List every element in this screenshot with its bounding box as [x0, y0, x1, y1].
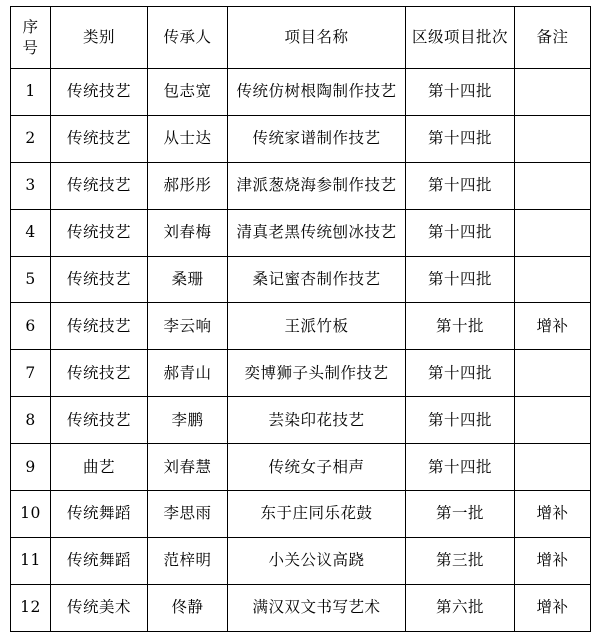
cell-batch: 第十四批: [406, 397, 515, 444]
table-row: [11, 209, 591, 256]
cell-project: 王派竹板: [228, 303, 406, 350]
cell-note: 增补: [515, 491, 591, 538]
cell-category: 传统技艺: [51, 303, 148, 350]
cell-heir: 李云响: [148, 303, 228, 350]
cell-no: 7: [11, 350, 51, 397]
cell-note: [515, 256, 591, 303]
table-body: [11, 69, 591, 632]
cell-note: [515, 209, 591, 256]
cell-batch: 第十四批: [406, 256, 515, 303]
cell-category: 传统美术: [51, 584, 148, 631]
table-row: [11, 115, 591, 162]
header-note: 备注: [515, 7, 591, 69]
table-row: [11, 537, 591, 584]
cell-heir: 郝彤彤: [148, 162, 228, 209]
header-batch: 区级项目批次: [406, 7, 515, 69]
cell-heir: 从士达: [148, 115, 228, 162]
table-row: [11, 162, 591, 209]
table-row: [11, 584, 591, 631]
cell-no: 11: [11, 537, 51, 584]
cell-category: 传统技艺: [51, 69, 148, 116]
header-heir: 传承人: [148, 7, 228, 69]
cell-no: 1: [11, 69, 51, 116]
cell-heir: 刘春慧: [148, 444, 228, 491]
cell-batch: 第十四批: [406, 350, 515, 397]
table-row: [11, 397, 591, 444]
cell-note: 增补: [515, 537, 591, 584]
table-row: [11, 69, 591, 116]
cell-category: 传统技艺: [51, 162, 148, 209]
cell-no: 4: [11, 209, 51, 256]
cell-project: 传统家谱制作技艺: [228, 115, 406, 162]
header-no: 序号: [11, 7, 51, 69]
cell-no: 3: [11, 162, 51, 209]
cell-note: [515, 350, 591, 397]
cell-batch: 第十四批: [406, 162, 515, 209]
cell-no: 8: [11, 397, 51, 444]
cell-category: 传统舞蹈: [51, 491, 148, 538]
cell-project: 小关公议高跷: [228, 537, 406, 584]
cell-category: 传统技艺: [51, 209, 148, 256]
cell-category: 曲艺: [51, 444, 148, 491]
cell-heir: 范梓明: [148, 537, 228, 584]
cell-project: 津派葱烧海参制作技艺: [228, 162, 406, 209]
cell-project: 满汉双文书写艺术: [228, 584, 406, 631]
cell-note: 增补: [515, 584, 591, 631]
cell-heir: 李思雨: [148, 491, 228, 538]
cell-note: 增补: [515, 303, 591, 350]
cell-batch: 第十四批: [406, 115, 515, 162]
table-row: [11, 350, 591, 397]
cell-batch: 第十四批: [406, 209, 515, 256]
cell-project: 桑记蜜杏制作技艺: [228, 256, 406, 303]
cell-no: 9: [11, 444, 51, 491]
cell-batch: 第十四批: [406, 69, 515, 116]
table-header: [11, 7, 591, 69]
cell-heir: 郝青山: [148, 350, 228, 397]
table-row: [11, 491, 591, 538]
header-project-name: 项目名称: [228, 7, 406, 69]
cell-batch: 第十四批: [406, 444, 515, 491]
cell-no: 6: [11, 303, 51, 350]
cell-project: 传统女子相声: [228, 444, 406, 491]
cell-heir: 刘春梅: [148, 209, 228, 256]
cell-no: 10: [11, 491, 51, 538]
table-row: [11, 303, 591, 350]
cell-project: 东于庄同乐花鼓: [228, 491, 406, 538]
cell-project: 清真老黑传统刨冰技艺: [228, 209, 406, 256]
table-row: [11, 444, 591, 491]
cell-batch: 第一批: [406, 491, 515, 538]
cell-category: 传统技艺: [51, 350, 148, 397]
cell-project: 奕博狮子头制作技艺: [228, 350, 406, 397]
cell-no: 12: [11, 584, 51, 631]
cell-category: 传统技艺: [51, 397, 148, 444]
cell-no: 5: [11, 256, 51, 303]
cell-project: 芸染印花技艺: [228, 397, 406, 444]
cell-heir: 包志宽: [148, 69, 228, 116]
cell-note: [515, 444, 591, 491]
cell-heir: 佟静: [148, 584, 228, 631]
cell-project: 传统仿树根陶制作技艺: [228, 69, 406, 116]
header-row: [11, 7, 591, 69]
cell-batch: 第十批: [406, 303, 515, 350]
cell-note: [515, 115, 591, 162]
heritage-registry-table: [10, 6, 591, 632]
cell-heir: 李鹏: [148, 397, 228, 444]
cell-note: [515, 397, 591, 444]
cell-category: 传统技艺: [51, 256, 148, 303]
table-row: [11, 256, 591, 303]
header-category: 类别: [51, 7, 148, 69]
cell-note: [515, 162, 591, 209]
cell-no: 2: [11, 115, 51, 162]
cell-note: [515, 69, 591, 116]
cell-category: 传统技艺: [51, 115, 148, 162]
cell-category: 传统舞蹈: [51, 537, 148, 584]
cell-batch: 第三批: [406, 537, 515, 584]
cell-batch: 第六批: [406, 584, 515, 631]
cell-heir: 桑珊: [148, 256, 228, 303]
